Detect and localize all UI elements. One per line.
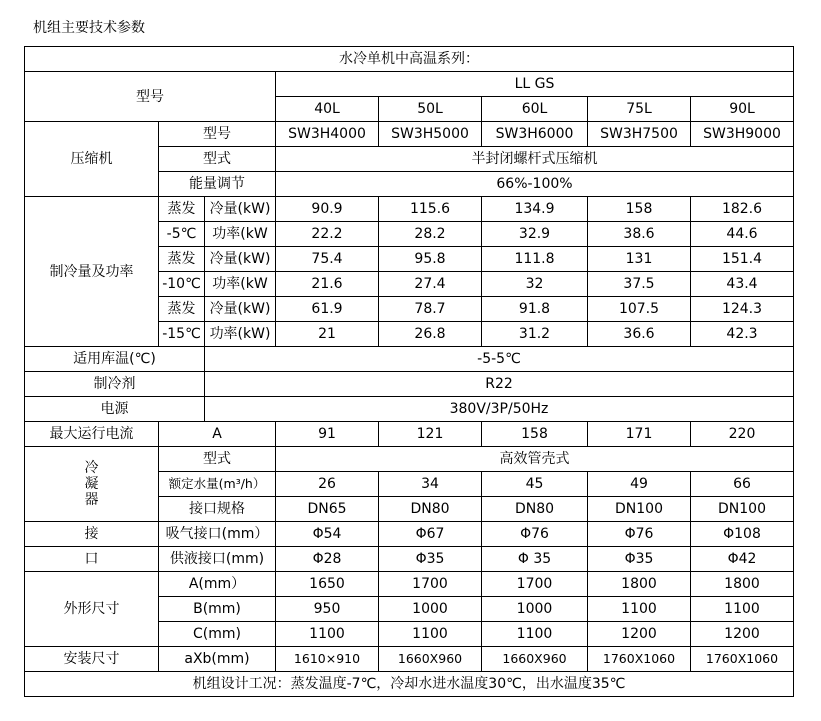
condenser-label — [25, 447, 159, 522]
storage-temp-label: 适用库温(℃) — [25, 347, 205, 372]
power-supply-row — [25, 397, 794, 422]
capacity-value: 124.3 — [691, 297, 794, 322]
capacity-value: 134.9 — [482, 197, 588, 222]
evap-temp: -5℃ — [159, 222, 205, 247]
compressor-type-label: 型式 — [159, 147, 276, 172]
refrigerant-row — [25, 372, 794, 397]
suction-value: Φ108 — [691, 522, 794, 547]
water-flow-value: 45 — [482, 472, 588, 497]
liquid-value: Φ 35 — [482, 547, 588, 572]
power-value: 37.5 — [588, 272, 691, 297]
power-value: 21 — [276, 322, 379, 347]
dimension-value: 1800 — [588, 572, 691, 597]
cooling-row — [25, 197, 794, 222]
max-current-value: 91 — [276, 422, 379, 447]
install-label: 安装尺寸 — [25, 647, 159, 672]
install-value: 1610×910 — [276, 647, 379, 672]
suction-value: Φ54 — [276, 522, 379, 547]
condenser-type-value: 高效管壳式 — [276, 447, 794, 472]
refrigerant-label: 制冷剂 — [25, 372, 205, 397]
max-current-value: 158 — [482, 422, 588, 447]
dimension-label: A(mm） — [159, 572, 276, 597]
dimension-value: 1100 — [588, 597, 691, 622]
capacity-value: 75.4 — [276, 247, 379, 272]
document-title: 机组主要技术参数 — [33, 20, 145, 36]
capacity-value: 131 — [588, 247, 691, 272]
power-value: 26.8 — [379, 322, 482, 347]
compressor-model-cell: SW3H9000 — [691, 122, 794, 147]
liquid-value: Φ35 — [588, 547, 691, 572]
dimension-value: 1100 — [691, 597, 794, 622]
compressor-model-cell: SW3H5000 — [379, 122, 482, 147]
capacity-value: 111.8 — [482, 247, 588, 272]
compressor-model-cell: SW3H6000 — [482, 122, 588, 147]
model-brand-row — [25, 72, 794, 97]
port-spec-value: DN100 — [588, 497, 691, 522]
power-value: 32.9 — [482, 222, 588, 247]
capacity-value: 61.9 — [276, 297, 379, 322]
capacity-value: 78.7 — [379, 297, 482, 322]
power-supply-label: 电源 — [25, 397, 205, 422]
liquid-value: Φ28 — [276, 547, 379, 572]
cooling-label: 制冷量及功率 — [25, 197, 159, 347]
power-value: 38.6 — [588, 222, 691, 247]
evap-label: 蒸发 — [159, 197, 205, 222]
capacity-value: 115.6 — [379, 197, 482, 222]
liquid-row — [25, 547, 794, 572]
compressor-model-row — [25, 122, 794, 147]
dimension-value: 1650 — [276, 572, 379, 597]
power-value: 42.3 — [691, 322, 794, 347]
model-cell: 60L — [482, 97, 588, 122]
suction-value: Φ76 — [482, 522, 588, 547]
power-value: 32 — [482, 272, 588, 297]
install-unit: aXb(mm) — [159, 647, 276, 672]
model-cell: 75L — [588, 97, 691, 122]
model-cell: 40L — [276, 97, 379, 122]
water-flow-value: 26 — [276, 472, 379, 497]
compressor-label: 压缩机 — [25, 122, 159, 197]
dimension-value: 1200 — [588, 622, 691, 647]
power-label: 功率(kW) — [205, 322, 276, 347]
dimension-value: 1000 — [482, 597, 588, 622]
series-title: 水冷单机中高温系列： — [25, 47, 794, 72]
dimension-value: 1700 — [482, 572, 588, 597]
max-current-value: 171 — [588, 422, 691, 447]
model-header: 型号 — [25, 72, 276, 122]
condenser-type-label: 型式 — [159, 447, 276, 472]
dimension-value: 1000 — [379, 597, 482, 622]
storage-temp-value: -5-5℃ — [205, 347, 794, 372]
liquid-value: Φ35 — [379, 547, 482, 572]
port-spec-value: DN80 — [379, 497, 482, 522]
power-value: 27.4 — [379, 272, 482, 297]
power-value: 43.4 — [691, 272, 794, 297]
water-flow-value: 34 — [379, 472, 482, 497]
install-value: 1660X960 — [482, 647, 588, 672]
dimension-label: B(mm) — [159, 597, 276, 622]
power-value: 21.6 — [276, 272, 379, 297]
model-cell: 50L — [379, 97, 482, 122]
condenser-type-row — [25, 447, 794, 472]
compressor-model-label: 型号 — [159, 122, 276, 147]
series-row — [25, 47, 794, 72]
dimensions-label: 外形尺寸 — [25, 572, 159, 647]
compressor-model-cell: SW3H4000 — [276, 122, 379, 147]
port-spec-value: DN80 — [482, 497, 588, 522]
power-value: 22.2 — [276, 222, 379, 247]
interface-label: 接 — [25, 522, 159, 547]
condenser-label-char: 凝 — [84, 476, 99, 492]
install-value: 1760X1060 — [691, 647, 794, 672]
capacity-label: 冷量(kW) — [205, 197, 276, 222]
capacity-control-value: 66%-100% — [276, 172, 794, 197]
port-spec-value: DN65 — [276, 497, 379, 522]
power-label: 功率(kW — [205, 272, 276, 297]
capacity-value: 90.9 — [276, 197, 379, 222]
capacity-label: 冷量(kW) — [205, 297, 276, 322]
water-flow-value: 49 — [588, 472, 691, 497]
model-cell: 90L — [691, 97, 794, 122]
power-value: 44.6 — [691, 222, 794, 247]
spec-table — [24, 46, 794, 697]
power-value: 28.2 — [379, 222, 482, 247]
max-current-label: 最大运行电流 — [25, 422, 159, 447]
dimension-value: 1100 — [276, 622, 379, 647]
power-value: 36.6 — [588, 322, 691, 347]
dimension-value: 1700 — [379, 572, 482, 597]
dimension-value: 1200 — [691, 622, 794, 647]
max-current-row — [25, 422, 794, 447]
capacity-value: 151.4 — [691, 247, 794, 272]
dimension-label: C(mm) — [159, 622, 276, 647]
capacity-value: 158 — [588, 197, 691, 222]
evap-label: 蒸发 — [159, 247, 205, 272]
brand-cell: LL GS — [276, 72, 794, 97]
max-current-value: 121 — [379, 422, 482, 447]
install-row — [25, 647, 794, 672]
capacity-value: 95.8 — [379, 247, 482, 272]
water-flow-value: 66 — [691, 472, 794, 497]
dimension-value: 1100 — [379, 622, 482, 647]
capacity-value: 182.6 — [691, 197, 794, 222]
condenser-label-char: 冷 — [84, 460, 99, 476]
capacity-value: 91.8 — [482, 297, 588, 322]
power-value: 31.2 — [482, 322, 588, 347]
dimension-value: 1100 — [482, 622, 588, 647]
water-flow-label: 额定水量(m³/h） — [159, 472, 276, 497]
suction-row — [25, 522, 794, 547]
condenser-label-char: 器 — [84, 492, 99, 508]
dimension-row — [25, 572, 794, 597]
compressor-type-value: 半封闭螺杆式压缩机 — [276, 147, 794, 172]
suction-value: Φ67 — [379, 522, 482, 547]
evap-label: 蒸发 — [159, 297, 205, 322]
port-spec-label: 接口规格 — [159, 497, 276, 522]
install-value: 1660X960 — [379, 647, 482, 672]
port-spec-value: DN100 — [691, 497, 794, 522]
dimension-value: 1800 — [691, 572, 794, 597]
capacity-control-label: 能量调节 — [159, 172, 276, 197]
suction-label: 吸气接口(mm） — [159, 522, 276, 547]
footer-row — [25, 672, 794, 697]
evap-temp: -15℃ — [159, 322, 205, 347]
suction-value: Φ76 — [588, 522, 691, 547]
refrigerant-value: R22 — [205, 372, 794, 397]
evap-temp: -10℃ — [159, 272, 205, 297]
design-condition-note: 机组设计工况：蒸发温度-7℃，冷却水进水温度30℃，出水温度35℃ — [25, 672, 794, 697]
dimension-value: 950 — [276, 597, 379, 622]
max-current-value: 220 — [691, 422, 794, 447]
storage-temp-row — [25, 347, 794, 372]
interface-label: 口 — [25, 547, 159, 572]
install-value: 1760X1060 — [588, 647, 691, 672]
max-current-unit: A — [159, 422, 276, 447]
liquid-label: 供液接口(mm) — [159, 547, 276, 572]
capacity-label: 冷量(kW) — [205, 247, 276, 272]
liquid-value: Φ42 — [691, 547, 794, 572]
power-supply-value: 380V/3P/50Hz — [205, 397, 794, 422]
capacity-value: 107.5 — [588, 297, 691, 322]
compressor-model-cell: SW3H7500 — [588, 122, 691, 147]
power-label: 功率(kW — [205, 222, 276, 247]
